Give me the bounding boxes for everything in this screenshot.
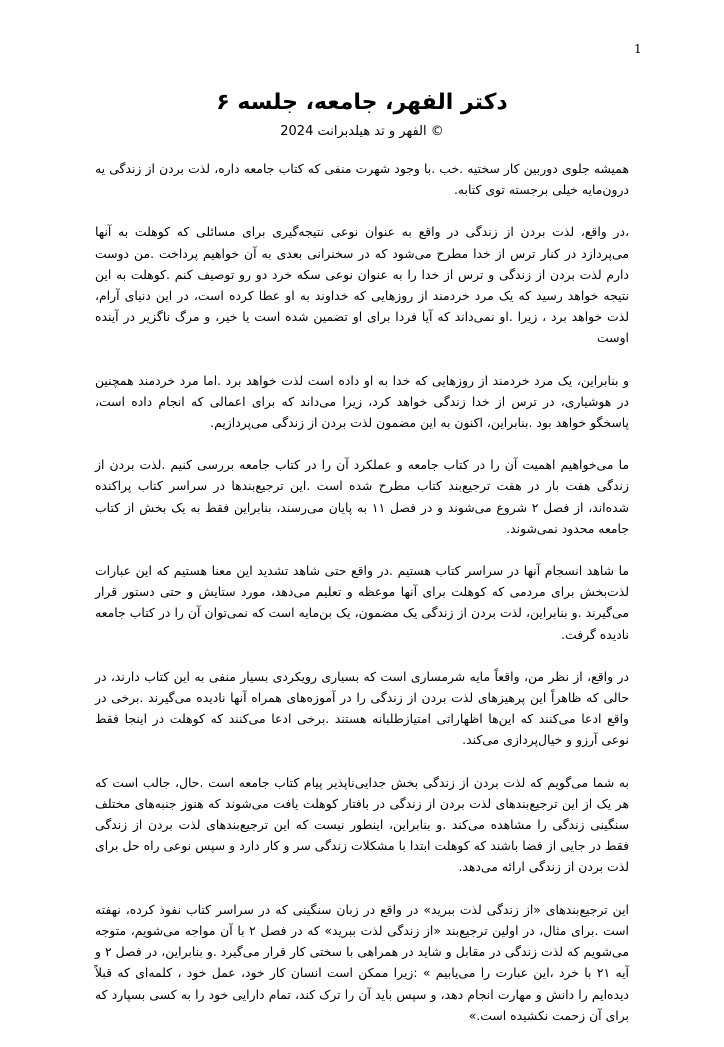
paragraph: این ترجیع‌بندهای «از زندگی لذت ببرید» در واقع در زبان سنگینی که در سراسر کتاب نفوذ کرده، نهفته است .برای مثال، در اولین ترجیع‌بند «از زندگی لذت ببرید» که در فصل ۲ با آن مواجه می‌شویم، متوجه می‌شویم که لذت زندگی در مقابل و شاید در همراهی با سختی کار قرار می‌گیرد .و بنابراین، در فصل ۲ و آیه ۲۱ با خرد ،این عبارت را می‌یابیم » :زیرا ممکن است انسان کار خود، عمل خود ، کلمه‌ای که قبلاً دیده‌ایم را دانش و مهارت انجام دهد، و سپس باید آن را ترک کند، تمام دارایی خود را به کسی بسپارد که برای آن زحمت نکشیده است.»: [95, 901, 629, 1023]
paragraph: ،در واقع، لذت بردن از زندگی در واقع به عنوان نوعی نتیجه‌گیری برای مسائلی که کوهلت به آنها می‌پردازد در کنار ترس از خدا مطرح می‌شود که در سخنرانی بعدی به آن خواهیم پرداخت .من دوست دارم لذت بردن از زندگی و ترس از خدا را به عنوان نوعی سکه خرد دو رو توصیف کنم .کوهلت به این نتیجه خواهد رسید که یک مرد خردمند از روزهایی که خداوند به او عطا کرده است، در این دنیای آرام، لذت خواهد برد ، زیرا .او نمی‌داند که آیا فردا برای او تضمین شده است یا خیر، و مرگ ناگزیر در آینده اوست: [95, 224, 629, 346]
paragraph: به شما می‌گویم که لذت بردن از زندگی بخش جدایی‌ناپذیر پیام کتاب جامعه است .حال، جالب است که هر یک از این ترجیع‌بندهای لذت بردن از زندگی در بافتار کوهلت یافت می‌شوند که هنوز جنبه‌های مختلف سنگینی زندگی را مشاهده می‌کند .و بنابراین، اینطور نیست که این ترجیع‌بندهای لذت بردن از زندگی فقط در جایی از فضا باشند که کوهلت ابتدا با مشکلات زندگی سر و کار دارد و سپس نوعی راه حل برای لذت بردن از زندگی ارائه می‌دهد.: [95, 774, 629, 875]
document-body: [95, 158, 629, 1047]
copyright-line: © الفهر و تد هیلدبرانت 2024: [280, 124, 444, 139]
paragraph: همیشه جلوی دوربین کار سختیه .خب .با وجود شهرت منفی که کتاب جامعه داره، لذت بردن از زندگی یه درون‌مایه خیلی برجسته توی کتابه.: [95, 161, 629, 198]
paragraph: در واقع، از نظر من، واقعاً مایه شرمساری است که بسیاری رویکردی بسیار منفی به این کتاب دارند، در حالی که ظاهراً این پرهیزهای لذت بردن از زندگی را در آموزه‌های همراه آنها نادیده می‌گیرند .برخی در واقع ادعا می‌کنند که این‌ها اظهاراتی امتیازطلبانه هستند .برخی ادعا می‌کنند که کوهلت در اینجا فقط نوعی آرزو و خیال‌پردازی می‌کند.: [95, 668, 629, 748]
page-number: 1: [634, 42, 642, 56]
document-title: دکتر الفهر، جامعه، جلسه ۶: [216, 90, 508, 115]
paragraph: و بنابراین، یک مرد خردمند از روزهایی که خدا به او داده است لذت خواهد برد .اما مرد خردمند همچنین در هوشیاری، در ترس از خدا زندگی خواهد کرد، زیرا می‌داند که برای اعمالی که انجام داده است، پاسخگو خواهد بود .بنابراین، اکنون به این مضمون لذت بردن از زندگی می‌پردازیم.: [95, 372, 629, 431]
paragraph: ما می‌خواهیم اهمیت آن را در کتاب جامعه و عملکرد آن را در کتاب جامعه بررسی کنیم .لذت بردن از زندگی هفت بار در هفت ترجیع‌بند کتاب مطرح شده است .این ترجیع‌بندها در سراسر کتاب پراکنده شده‌اند، از فصل ۲ شروع می‌شوند و در فصل ۱۱ به پایان می‌رسند، بنابراین فقط به یک بخش از کتاب جامعه محدود نمی‌شوند.: [95, 457, 629, 536]
paragraph: ما شاهد انسجام آنها در سراسر کتاب هستیم .در واقع حتی شاهد تشدید این معنا هستیم که این عبارات لذت‌بخش برای مردمی که کوهلت برای آنها موعظه و تعلیم می‌دهد، مورد ستایش و حتی دستور قرار می‌گیرند .و بنابراین، لذت بردن از زندگی یک مضمون، یک بن‌مایه است که نمی‌توان آن را در کتاب جامعه نادیده گرفت.: [95, 563, 629, 642]
